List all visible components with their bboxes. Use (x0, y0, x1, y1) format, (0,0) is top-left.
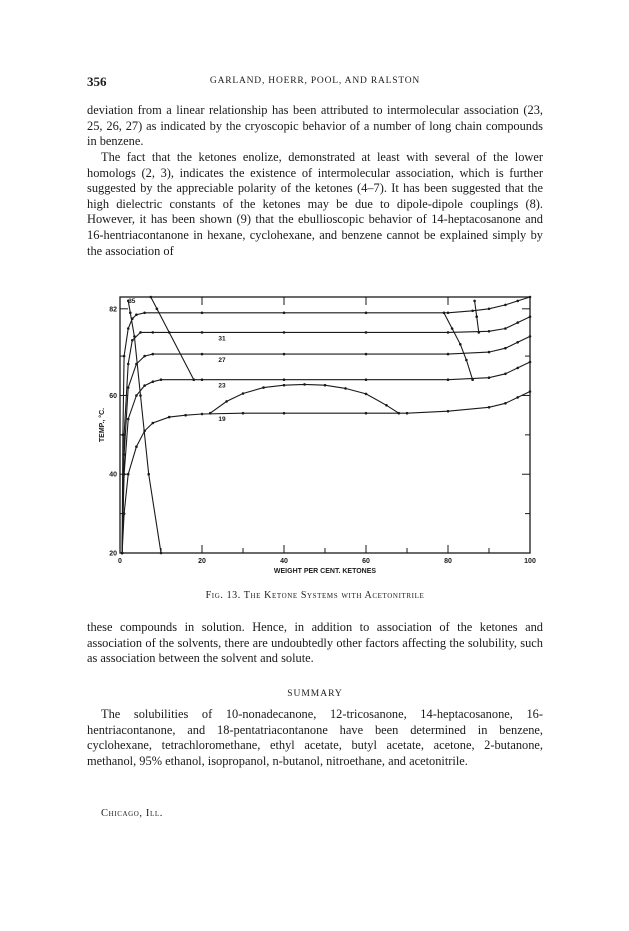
figure-caption: Fig. 13. The Ketone Systems with Acetonitrile (205, 590, 425, 601)
data-point-5-10 (398, 412, 401, 415)
page-header (87, 74, 543, 90)
data-point-4-8 (201, 413, 204, 416)
data-point-1-10 (488, 330, 491, 333)
data-point-1-6 (201, 331, 204, 334)
data-point-4-0 (121, 552, 124, 555)
data-point-2-4 (143, 355, 146, 358)
data-point-2-10 (488, 351, 491, 354)
data-point-5-9 (385, 404, 388, 407)
series-line-5 (210, 384, 399, 413)
data-point-1-12 (516, 321, 519, 324)
data-point-5-0 (209, 412, 212, 415)
curve-label-19: 19 (218, 416, 226, 424)
data-point-0-8 (283, 312, 286, 315)
data-point-2-7 (283, 353, 286, 356)
data-point-4-1 (123, 512, 126, 515)
data-point-2-6 (201, 353, 204, 356)
data-point-0-13 (504, 304, 507, 307)
y-axis-label: TEMP., °C. (99, 407, 106, 443)
data-point-3-2 (127, 418, 130, 421)
data-point-2-2 (127, 386, 130, 389)
data-point-5-7 (344, 387, 347, 390)
x-tick-label-40: 40 (280, 558, 288, 565)
page-number: 356 (87, 74, 107, 89)
data-point-3-10 (447, 378, 450, 381)
data-point-8-0 (443, 312, 446, 315)
data-point-3-14 (529, 361, 532, 364)
data-point-2-13 (529, 335, 532, 338)
data-point-4-12 (406, 412, 409, 415)
data-point-1-9 (447, 331, 450, 334)
data-point-6-1 (147, 473, 150, 476)
data-point-0-10 (447, 312, 450, 315)
curve-label-35: 35 (128, 297, 136, 305)
running-head: GARLAND, HOERR, POOL, AND RALSTON (209, 76, 421, 86)
data-point-3-3 (135, 394, 138, 397)
data-point-0-5 (135, 313, 138, 316)
plot-frame (120, 297, 530, 553)
curve-label-27: 27 (218, 356, 226, 364)
data-point-4-14 (488, 406, 491, 409)
data-point-4-15 (504, 402, 507, 405)
y-tick-label-20: 20 (109, 550, 117, 558)
data-point-2-9 (447, 353, 450, 356)
data-point-4-11 (365, 412, 368, 415)
data-point-3-6 (160, 378, 163, 381)
data-point-6-4 (129, 312, 132, 315)
series-line-6 (128, 301, 161, 553)
data-point-2-8 (365, 353, 368, 356)
data-point-0-11 (471, 310, 474, 313)
data-point-6-2 (139, 394, 142, 397)
data-point-0-3 (127, 327, 130, 330)
data-point-5-4 (283, 384, 286, 387)
data-point-7-3 (150, 296, 153, 299)
data-point-8-4 (471, 378, 474, 381)
data-point-0-7 (201, 312, 204, 315)
data-point-3-1 (123, 473, 126, 476)
data-point-2-11 (504, 347, 507, 350)
data-point-3-5 (152, 380, 155, 383)
data-point-7-0 (193, 378, 196, 381)
x-tick-label-80: 80 (444, 558, 452, 565)
data-point-6-3 (133, 335, 136, 338)
data-point-5-6 (324, 384, 327, 387)
data-point-0-12 (488, 308, 491, 311)
data-point-3-12 (504, 373, 507, 376)
data-point-1-11 (504, 327, 507, 330)
data-point-2-5 (152, 353, 155, 356)
data-point-8-1 (451, 327, 454, 330)
data-point-7-2 (156, 308, 159, 311)
data-point-1-2 (127, 363, 130, 366)
data-point-1-3 (131, 339, 134, 342)
data-point-5-3 (262, 386, 265, 389)
series-line-4 (122, 392, 530, 554)
data-point-5-1 (225, 400, 228, 403)
data-point-1-5 (152, 331, 155, 334)
data-point-0-9 (365, 312, 368, 315)
data-point-4-13 (447, 410, 450, 413)
data-point-3-4 (143, 384, 146, 387)
data-point-4-9 (242, 412, 245, 415)
paragraph-2: The fact that the ketones enolize, demonstrated at least with several of the lower homologs (2, 3), indicates the existence of intermolecular association, which is further suggested by the appreciable polarity of the ketones (4–7). It has been suggested that the high dielectric constants of the ketones may be due to dipole-dipole couplings (8). However, it has been shown (9) that the ebullioscopic behavior of 14-heptacosanone and 16-hentriacontanone in hexane, cyclohexane, and benzene cannot be explained simply by the association of (87, 150, 543, 258)
data-point-5-5 (303, 383, 306, 386)
x-tick-label-60: 60 (362, 558, 370, 565)
data-point-6-0 (160, 552, 163, 555)
data-point-4-17 (529, 390, 532, 393)
paragraph-summary: The solubilities of 10-nonadecanone, 12-tricosanone, 14-heptacosanone, 16-hentriacontanone, and 18-pentatriacontanone have been determined in benzene, cyclohexane, tetrachloromethane, ethyl acetate, butyl acetate, acetone, 2-butanone, methanol, 95% ethanol, isopropanol, n-butanol, nitroethane, and acetonitrile. (87, 707, 543, 768)
series-line-8 (444, 313, 473, 380)
data-point-8-2 (459, 343, 462, 346)
summary-heading: SUMMARY (287, 689, 343, 699)
data-point-0-6 (143, 312, 146, 315)
series-line-0 (122, 297, 530, 553)
data-point-9-1 (475, 315, 478, 318)
figure-chart (100, 285, 540, 585)
y-tick-label-82: 82 (109, 306, 117, 314)
data-point-4-3 (135, 445, 138, 448)
data-point-0-15 (529, 296, 532, 299)
data-point-4-10 (283, 412, 286, 415)
data-point-1-8 (365, 331, 368, 334)
x-axis-label: WEIGHT PER CENT. KETONES (273, 568, 377, 575)
data-point-0-14 (516, 300, 519, 303)
series-line-1 (122, 317, 530, 553)
paragraph-3: these compounds in solution. Hence, in addition to association of the ketones and association of the solvents, there are undoubtedly other factors affecting the solubility, such as association between the solvent and solute. (87, 620, 543, 666)
data-point-2-12 (516, 341, 519, 344)
data-point-7-1 (168, 331, 171, 334)
data-point-3-11 (488, 376, 491, 379)
data-point-3-9 (365, 378, 368, 381)
data-point-1-4 (139, 331, 142, 334)
data-point-4-5 (152, 422, 155, 425)
curve-label-23: 23 (218, 382, 226, 390)
x-tick-label-20: 20 (198, 558, 206, 565)
data-point-4-6 (168, 416, 171, 419)
paragraph-1: deviation from a linear relationship has been attributed to intermolecular association (23, 25, 26, 27) as indicated by the cryoscopic behavior of a number of long chain compounds in benzene. (87, 103, 543, 149)
data-point-3-8 (283, 378, 286, 381)
data-point-3-7 (201, 378, 204, 381)
curve-label-31: 31 (218, 335, 226, 343)
y-tick-label-60: 60 (109, 392, 117, 400)
data-point-9-0 (473, 300, 476, 303)
data-point-9-2 (478, 331, 481, 334)
data-point-1-13 (529, 315, 532, 318)
data-point-8-3 (465, 359, 468, 362)
x-tick-label-0: 0 (118, 558, 122, 565)
data-point-4-2 (127, 473, 130, 476)
data-point-4-7 (184, 414, 187, 417)
data-point-1-7 (283, 331, 286, 334)
data-point-4-16 (516, 396, 519, 399)
data-point-0-2 (123, 355, 126, 358)
place-line: Chicago, Ill. (101, 808, 163, 819)
data-point-5-2 (242, 392, 245, 395)
y-tick-label-40: 40 (109, 471, 117, 479)
series-line-3 (122, 362, 530, 553)
data-point-5-8 (365, 393, 368, 396)
x-tick-label-100: 100 (524, 558, 536, 565)
data-point-3-13 (516, 367, 519, 370)
